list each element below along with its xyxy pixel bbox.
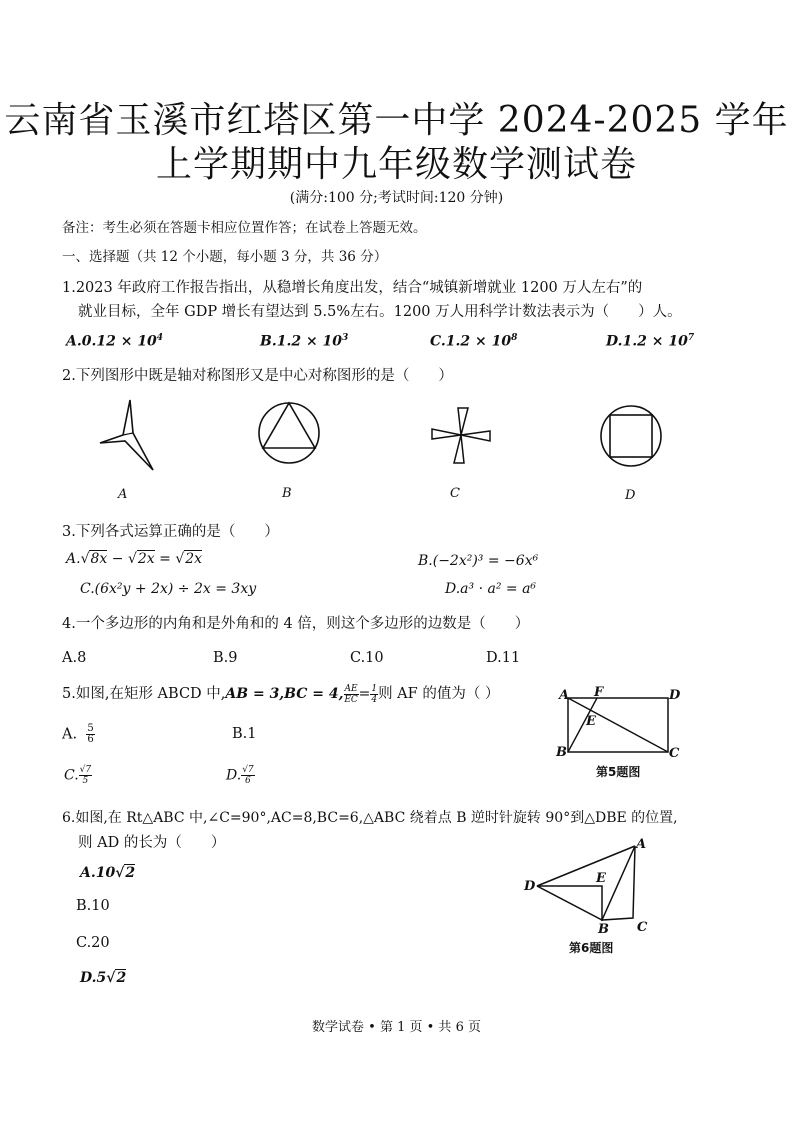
q6-fig-label-e: E	[596, 871, 606, 886]
q3-stem: 3.下列各式运算正确的是（ ）	[62, 524, 279, 540]
q5-frac-1-4: $\frac{1}{4}$	[371, 683, 378, 705]
q5-option-b: B.1	[232, 726, 257, 742]
q6-figure-caption: 第6题图	[569, 941, 614, 955]
q6-fig-label-d: D	[524, 879, 536, 894]
q6-stem-line1: 6.如图,在 Rt△ABC 中,∠C=90°,AC=8,BC=6,△ABC 绕着点 B 逆时针旋转 90°到△DBE 的位置,	[62, 810, 678, 826]
q1-option-d: $D.1.2 \times 10^7$	[606, 333, 695, 350]
q6-fig-label-b: B	[598, 922, 609, 937]
q1-stem-line2: 就业目标，全年 GDP 增长有望达到 5.5%左右。1200 万人用科学计数法表示为（ ）人。	[78, 304, 682, 320]
q4-stem: 4.一个多边形的内角和是外角和的 4 倍，则这个多边形的边数是（ ）	[62, 616, 530, 632]
q6-option-b: B.10	[76, 898, 110, 914]
q5-fig-label-d: D	[669, 688, 681, 703]
q6-option-d: D.5√2	[80, 970, 127, 986]
q2-label-b: B	[282, 486, 292, 501]
q2-label-a: A	[118, 487, 128, 502]
q4-option-d: D.11	[486, 650, 521, 666]
q5-fig-label-e: E	[586, 714, 596, 729]
q5-stem: 5.如图,在矩形 ABCD 中,AB = 3,BC = 4, $\frac{AE}{EC}$ = $\frac{1}{4}$ 则 AF 的值为（ ）	[62, 683, 500, 705]
q6-option-c: C.20	[76, 935, 110, 951]
q2-figure-b	[256, 400, 322, 466]
q1-stem-line1: 1.2023 年政府工作报告指出，从稳增长角度出发，结合“城镇新增就业 1200 万人左右”的	[62, 280, 643, 296]
q1-option-c: $C.1.2 \times 10^8$	[430, 333, 518, 350]
q2-figure-d	[598, 403, 664, 469]
q5-option-a: A. $\frac{5}{6}$	[62, 723, 94, 745]
q1-option-b: $B.1.2 \times 10^3$	[260, 333, 349, 350]
q3-option-a: A.√8x − √2x = √2x	[66, 551, 203, 567]
q5-fig-label-b: B	[556, 745, 567, 760]
q6-stem-line2: 则 AD 的长为（ ）	[78, 835, 226, 851]
q6-figure	[520, 838, 650, 928]
q2-label-d: D	[625, 488, 636, 503]
q5-fig-label-a: A	[559, 688, 570, 703]
page-title-line2: 上学期期中九年级数学测试卷	[155, 144, 637, 185]
q6-option-a: A.10√2	[80, 865, 136, 881]
q6-fig-label-c: C	[637, 920, 648, 935]
q2-label-c: C	[450, 486, 460, 501]
q5-fig-label-f: F	[594, 685, 604, 700]
section-heading: 一、选择题（共 12 个小题，每小题 3 分，共 36 分）	[62, 249, 388, 265]
q4-option-b: B.9	[213, 650, 238, 666]
q6-fig-label-a: A	[636, 837, 647, 852]
q1-option-a: $A.0.12 \times 10^4$	[66, 333, 164, 350]
q4-option-a: A.8	[62, 650, 87, 666]
q5-option-c: C. $\frac{√7}{5}$	[64, 765, 92, 786]
q5-fig-label-c: C	[669, 746, 680, 761]
q3-option-d: D.a³ · a² = a⁶	[445, 581, 537, 597]
q4-option-c: C.10	[350, 650, 384, 666]
q3-option-c: C.(6x²y + 2x) ÷ 2x = 3xy	[80, 581, 257, 597]
q5-option-d: D. $\frac{√7}{6}$	[226, 765, 254, 786]
q2-figure-a	[95, 395, 165, 475]
q5-frac-ae-ec: $\frac{AE}{EC}$	[344, 683, 358, 705]
q2-figure-c	[428, 403, 494, 467]
q5-figure-caption: 第5题图	[596, 765, 641, 779]
q2-stem: 2.下列图形中既是轴对称图形又是中心对称图形的是（ ）	[62, 368, 453, 384]
page-footer: 数学试卷 • 第 1 页 • 共 6 页	[312, 1020, 481, 1035]
exam-note: 备注：考生必须在答题卡相应位置作答；在试卷上答题无效。	[62, 220, 427, 236]
exam-info: (满分:100 分;考试时间:120 分钟)	[289, 190, 504, 206]
page-title-line1: 云南省玉溪市红塔区第一中学 2024-2025 学年	[4, 100, 789, 141]
q3-option-b: B.(−2x²)³ = −6x⁶	[418, 553, 539, 569]
